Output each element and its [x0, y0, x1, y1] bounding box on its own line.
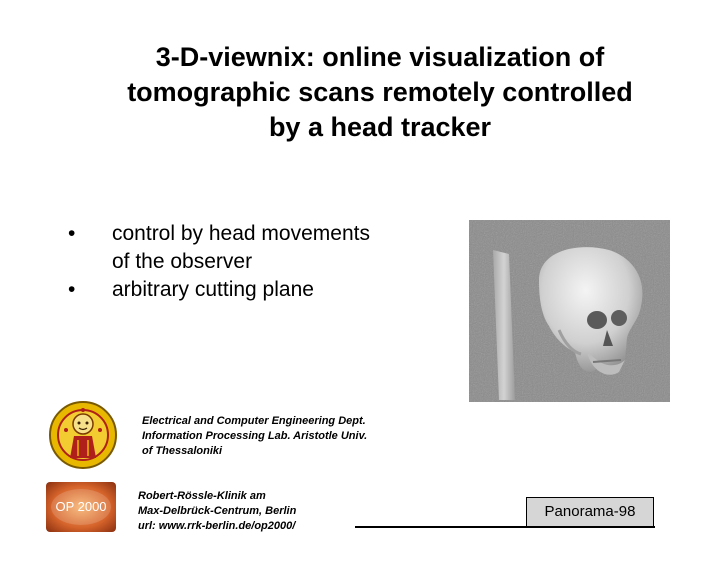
eye-socket: [587, 311, 607, 329]
op2000-logo-text: OP 2000: [55, 499, 107, 514]
eye-socket: [611, 310, 627, 326]
affiliation-line: of Thessaloniki: [142, 445, 223, 457]
title-line-2: tomographic scans remotely controlled: [127, 77, 633, 107]
affiliation-thessaloniki: [142, 414, 367, 459]
affiliation-line: Robert-Rössle-Klinik am: [138, 490, 266, 502]
bullet-text-line: arbitrary cutting plane: [112, 278, 314, 301]
op2000-logo-icon: [46, 482, 116, 532]
bullet-marker: •: [68, 222, 76, 245]
bullet-text: [112, 220, 370, 276]
bullet-item: [60, 220, 440, 276]
university-seal-icon: [48, 400, 118, 470]
bullet-marker: •: [68, 278, 76, 301]
bullet-text-line: control by head movements: [112, 222, 370, 245]
affiliation-berlin: [138, 489, 296, 534]
affiliation-line: Max-Delbrück-Centrum, Berlin: [138, 505, 297, 517]
skull-render-image: [469, 220, 670, 402]
bullet-text: [112, 276, 314, 304]
affiliation-url: url: www.rrk-berlin.de/op2000/: [138, 520, 296, 532]
title-line-1: 3-D-viewnix: online visualization of: [155, 42, 605, 72]
affiliation-line: Information Processing Lab. Aristotle Univ.: [142, 430, 368, 442]
bullet-item: [60, 276, 440, 304]
bullet-list: [60, 220, 440, 304]
slide-title: [40, 40, 720, 145]
title-line-3: by a head tracker: [268, 112, 492, 142]
bullet-text-line: of the observer: [112, 250, 253, 273]
panorama-badge: Panorama-98: [526, 497, 654, 527]
affiliation-line: Electrical and Computer Engineering Dept.: [142, 415, 366, 427]
